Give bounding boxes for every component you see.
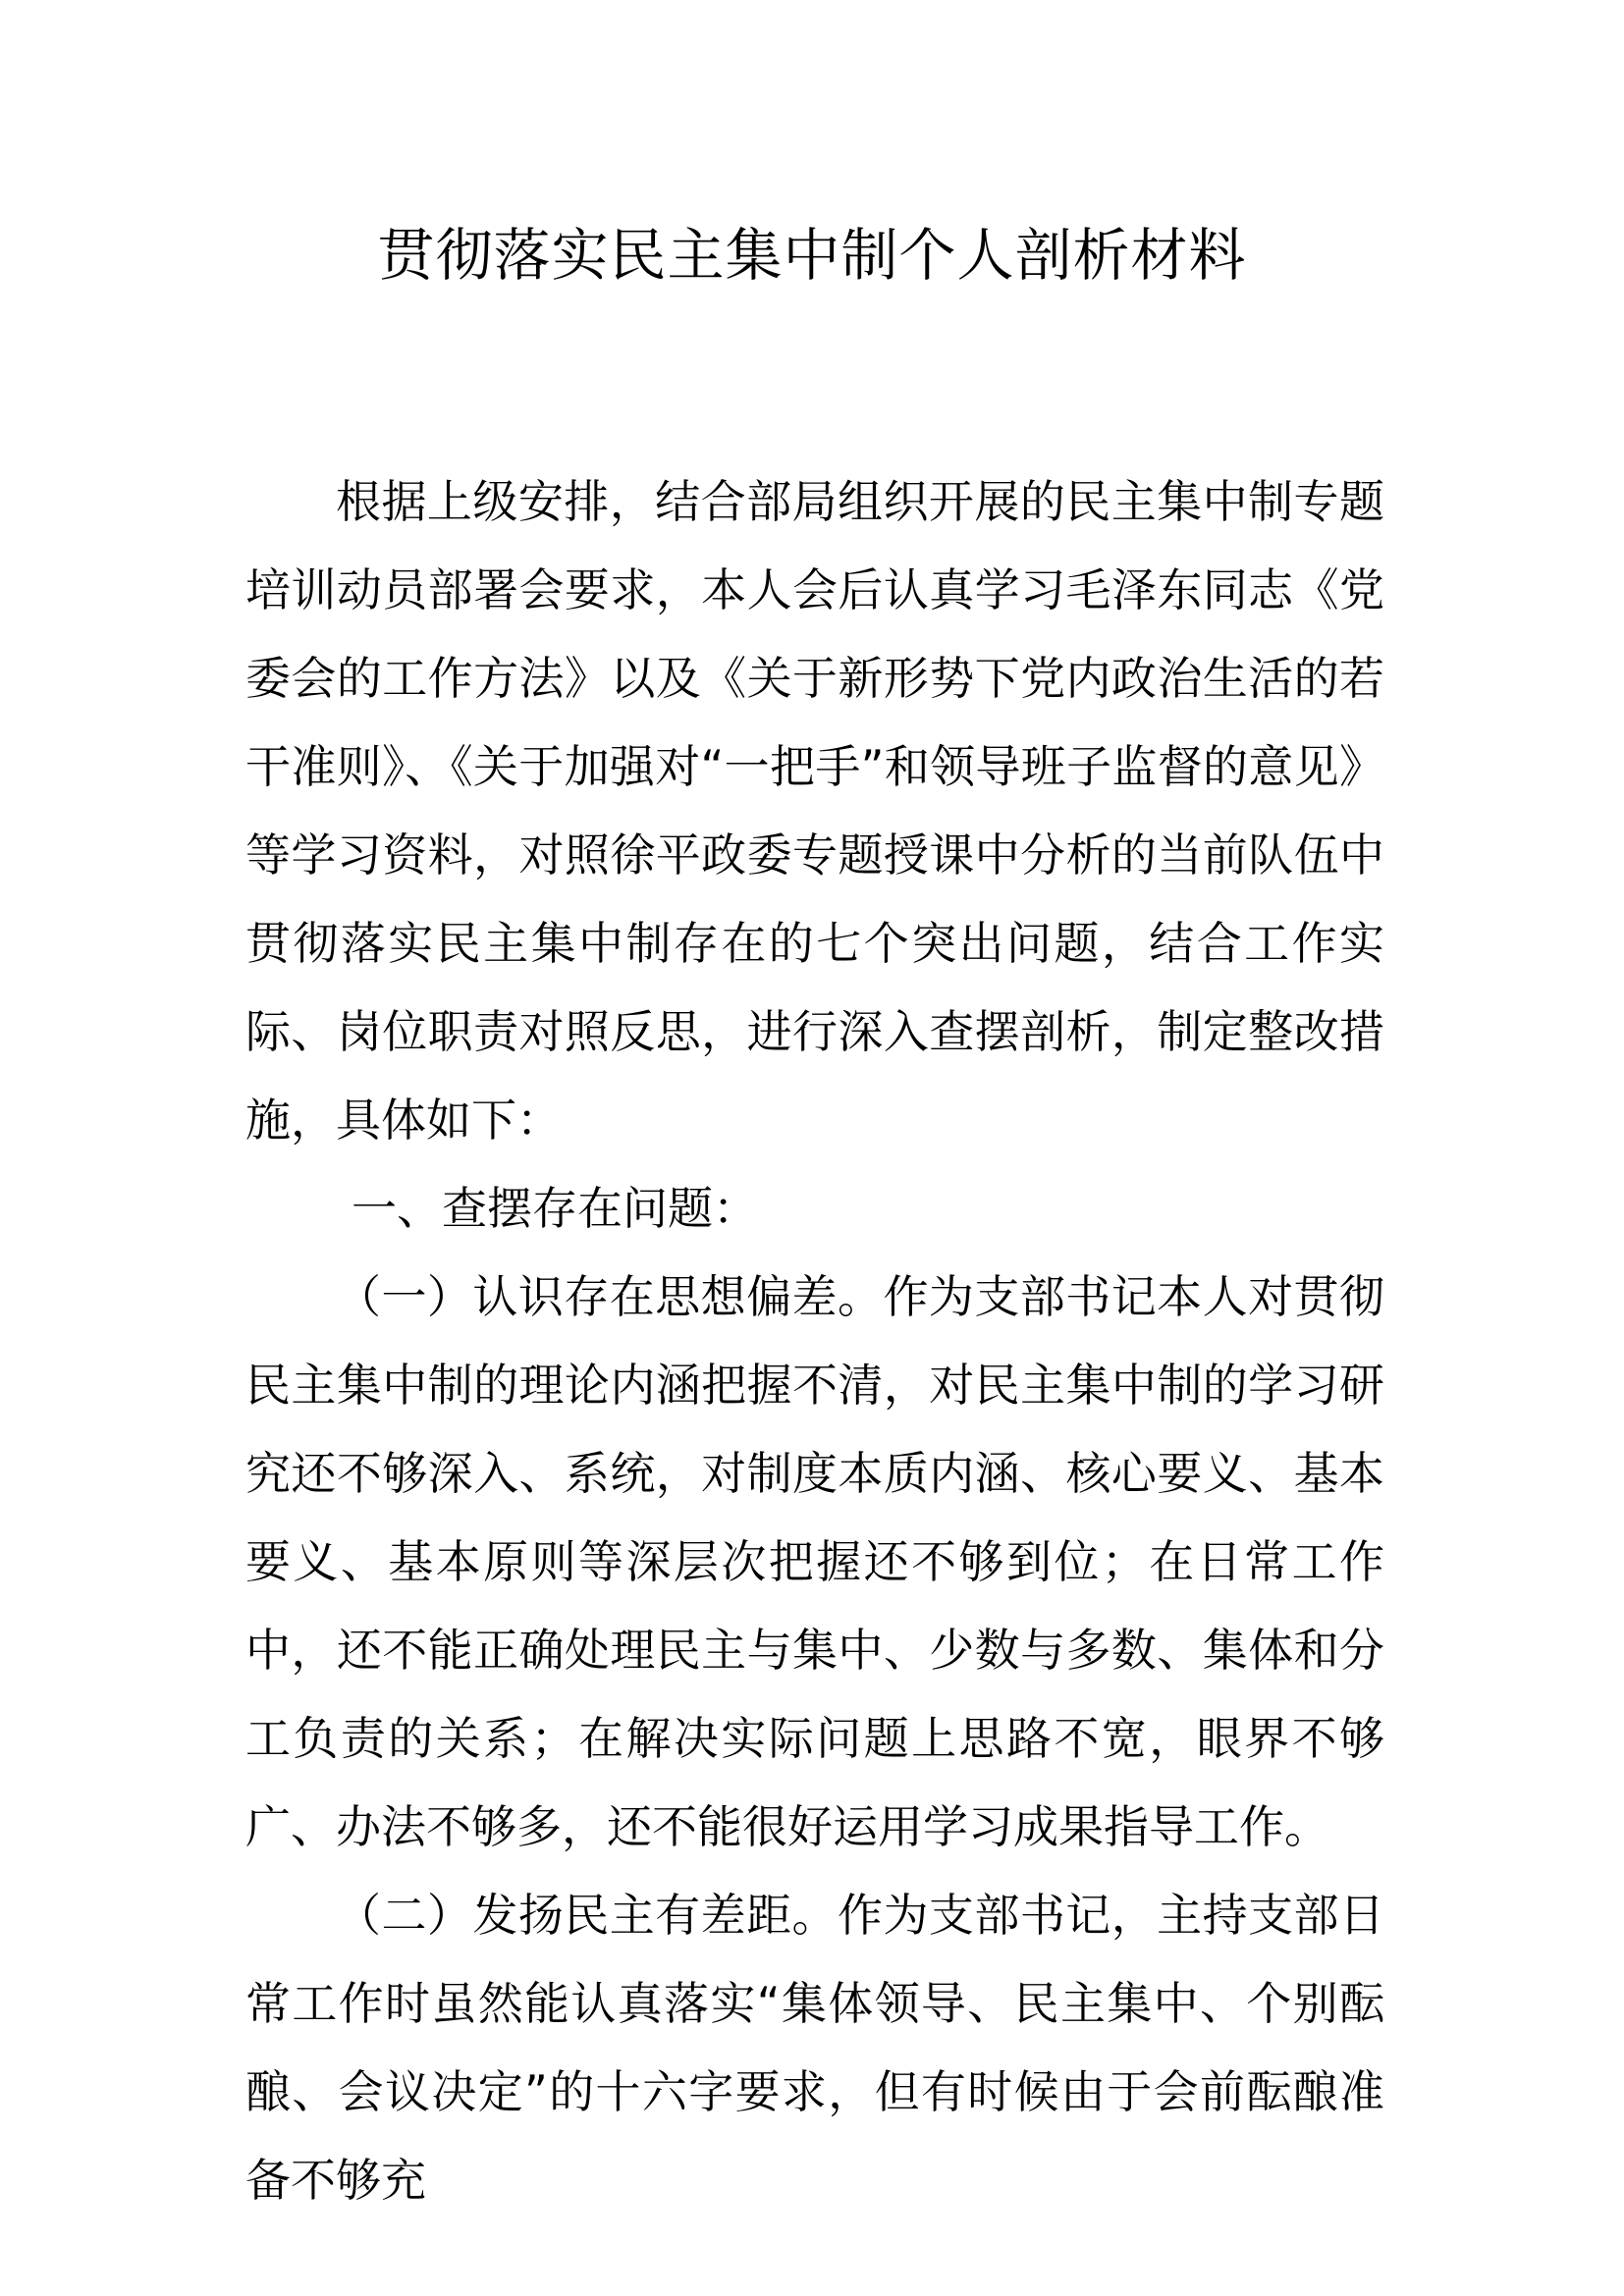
section-heading-problems: 一、查摆存在问题： [352, 1182, 758, 1235]
paragraph-item-1: （一）认识存在思想偏差。作为支部书记本人对贯彻民主集中制的理论内涵把握不清，对民主集中制的学习研究还不够深入、系统，对制度本质内涵、核心要义、基本要义、基本原则等深层次把握还不够到位；在日常工作中，还不能正确处理民主与集中、少数与多数、集体和分工负责的关系；在解决实际问题上思路不宽，眼界不够广、办法不够多，还不能很好运用学习成果指导工作。 [245, 1270, 1384, 1853]
paragraph-item-2: （二）发扬民主有差距。作为支部书记，主持支部日常工作时虽然能认真落实“集体领导、民主集中、个别酝酿、会议决定”的十六字要求，但有时候由于会前酝酿准备不够充 [245, 1889, 1384, 2207]
document-body [245, 457, 1384, 2224]
paragraph-intro: 根据上级安排，结合部局组织开展的民主集中制专题培训动员部署会要求，本人会后认真学习毛泽东同志《党委会的工作方法》以及《关于新形势下党内政治生活的若干准则》、《关于加强对“一把手”和领导班子监督的意见》等学习资料，对照徐平政委专题授课中分析的当前队伍中贯彻落实民主集中制存在的七个突出问题，结合工作实际、岗位职责对照反思，进行深入查摆剖析，制定整改措施，具体如下： [245, 475, 1384, 1147]
document-title: 贯彻落实民主集中制个人剖析材料 [377, 222, 1247, 289]
